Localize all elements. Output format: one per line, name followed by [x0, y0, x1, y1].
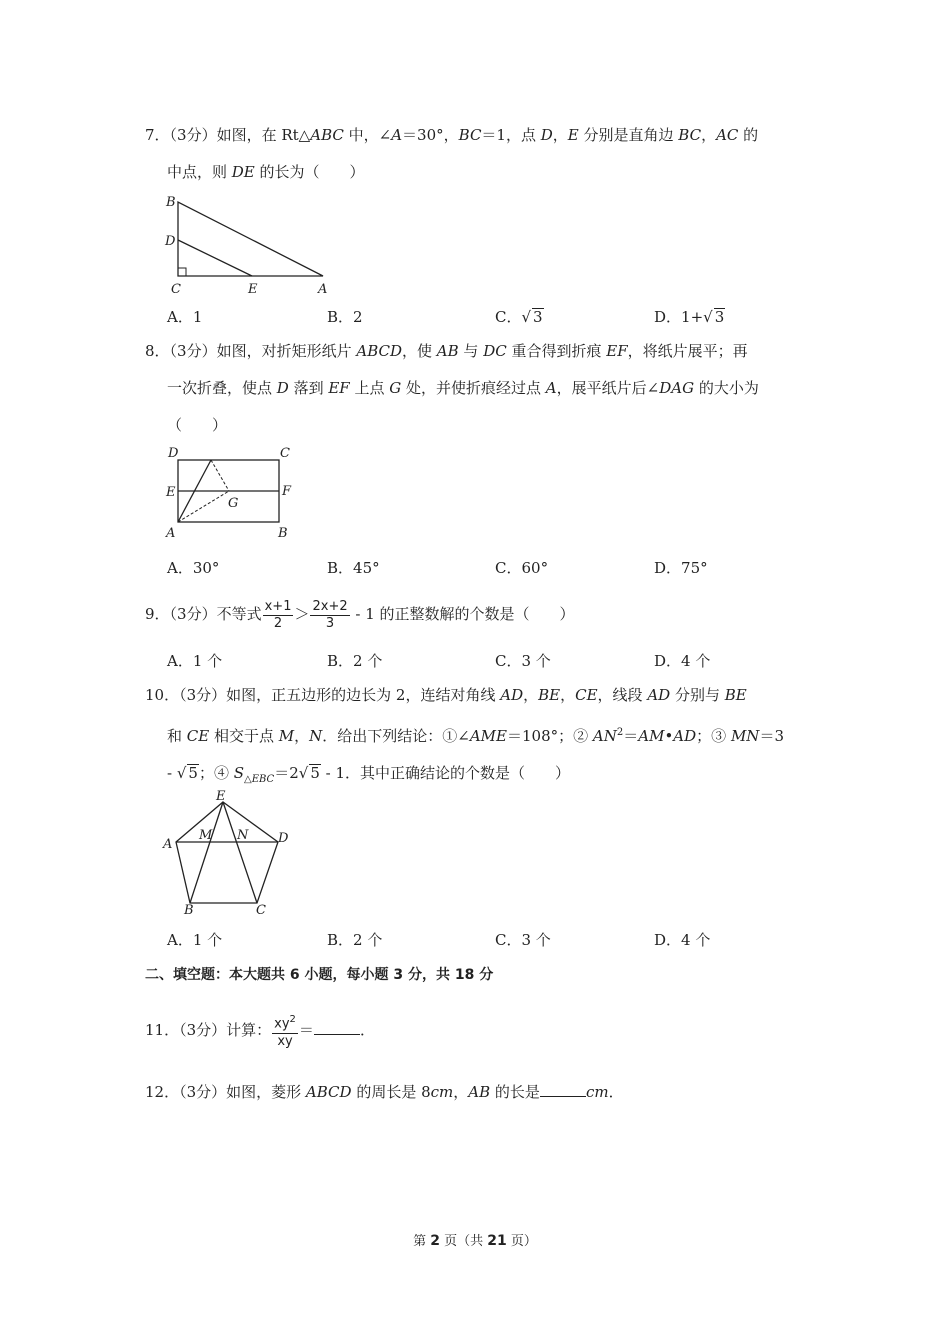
q9-option-a[interactable]: A．1 个: [167, 652, 223, 670]
label-g: G: [228, 496, 239, 511]
fraction-2: $\frac{2x+2}{3}$: [312, 598, 348, 631]
total-pages: 21: [487, 1233, 507, 1249]
label-c: C: [256, 903, 266, 918]
label-n: N: [237, 828, 249, 843]
section-heading-fill-in: 二、填空题：本大题共 6 小题，每小题 3 分，共 18 分: [145, 967, 494, 983]
q9-score: （3分）: [169, 605, 217, 623]
label-b: B: [166, 195, 176, 210]
q12-score: （3分）: [179, 1083, 227, 1101]
q8-score: （3分）: [169, 342, 217, 360]
q9-option-d[interactable]: D．4 个: [654, 652, 711, 670]
label-m: M: [199, 828, 213, 843]
q7-option-d[interactable]: D．1+√ 3: [654, 308, 725, 326]
label-e: E: [166, 485, 176, 500]
label-b: B: [278, 526, 288, 541]
q8-number: 8．: [145, 342, 170, 360]
q8-option-c[interactable]: C．60°: [495, 559, 549, 577]
label-d: D: [165, 234, 176, 249]
question-11: 11．（3分）计算： $\frac{xy^2}{xy}$ ＝ ．: [145, 1014, 375, 1049]
q9-option-c[interactable]: C．3 个: [495, 652, 551, 670]
q9-option-b[interactable]: B．2 个: [327, 652, 383, 670]
q7-score: （3分）: [169, 126, 217, 144]
q7-options: [167, 306, 807, 330]
q10-option-c[interactable]: C．3 个: [495, 931, 551, 949]
fraction-1: $\frac{x+1}{2}$: [264, 598, 292, 631]
q7-number: 7．: [145, 126, 170, 144]
question-8: 8．（3分）如图，对折矩形纸片 ABCD，使 AB 与 DC 重合得到折痕 EF，将纸片展平；再 一次折叠，使点 D 落到 EF 上点 G 处，并使折痕经过点 A，展平纸片后∠DAG 的大小为 （ ）: [145, 342, 759, 434]
label-a: A: [166, 526, 176, 541]
label-e: E: [248, 282, 258, 297]
q8-option-b[interactable]: B．45°: [327, 559, 380, 577]
label-a: A: [163, 837, 173, 852]
q12-number: 12．: [145, 1083, 180, 1101]
fraction-xy2-over-xy: $\frac{xy^2}{xy}$: [274, 1014, 296, 1049]
page-number: 2: [430, 1233, 440, 1249]
label-b: B: [184, 903, 194, 918]
q10-option-a[interactable]: A．1 个: [167, 931, 223, 949]
q7-option-b[interactable]: B．2: [327, 308, 363, 326]
q7-figure-right-triangle: [160, 190, 340, 300]
q10-options: [167, 929, 807, 953]
q8-options: [167, 557, 807, 581]
question-9: 9．（3分）不等式 $\frac{x+1}{2}$ ＞ $\frac{2x+2}{3}$ - 1 的正整数解的个数是（ ）: [145, 598, 575, 631]
label-f: F: [282, 484, 292, 499]
label-d: D: [168, 446, 179, 461]
q10-score: （3分）: [179, 686, 227, 704]
question-12: 12．（3分）如图，菱形 ABCD 的周长是 8cm，AB 的长是 cm．: [145, 1083, 624, 1101]
q8-figure-rectangle-fold: [160, 443, 310, 543]
q11-score: （3分）: [179, 1021, 227, 1039]
q8-option-d[interactable]: D．75°: [654, 559, 708, 577]
q7-option-c[interactable]: C．√ 3: [495, 308, 543, 326]
q9-number: 9．: [145, 605, 170, 623]
label-a: A: [318, 282, 328, 297]
question-7: 7．（3分）如图，在 Rt△ABC 中，∠A＝30°，BC＝1，点 D，E 分别是直角边 BC，AC 的 中点，则 DE 的长为（ ）: [145, 126, 759, 181]
q10-option-d[interactable]: D．4 个: [654, 931, 711, 949]
q10-figure-pentagon: [158, 788, 298, 920]
label-c: C: [280, 446, 290, 461]
answer-blank[interactable]: [314, 1020, 360, 1035]
q10-number: 10．: [145, 686, 180, 704]
page-footer: 第 2 页（共 21 页）: [413, 1233, 537, 1249]
q8-option-a[interactable]: A．30°: [167, 559, 220, 577]
label-e: E: [216, 789, 226, 804]
q7-option-a[interactable]: A．1: [167, 308, 203, 326]
q9-options: [167, 650, 807, 674]
q10-option-b[interactable]: B．2 个: [327, 931, 383, 949]
q11-number: 11．: [145, 1021, 180, 1039]
answer-blank[interactable]: [540, 1082, 586, 1097]
label-d: D: [278, 831, 289, 846]
label-c: C: [171, 282, 181, 297]
question-10: 10．（3分）如图，正五边形的边长为 2，连结对角线 AD，BE，CE，线段 AD 分别与 BE 和 CE 相交于点 M，N．给出下列结论：①∠AME＝108°；② $AN^2=AM•AD$；③ MN＝3 - √ 5；④ $S_{\triangle EBC}=2√$ 5 - 1．其中正确结论的个数是（ ）: [145, 686, 784, 785]
